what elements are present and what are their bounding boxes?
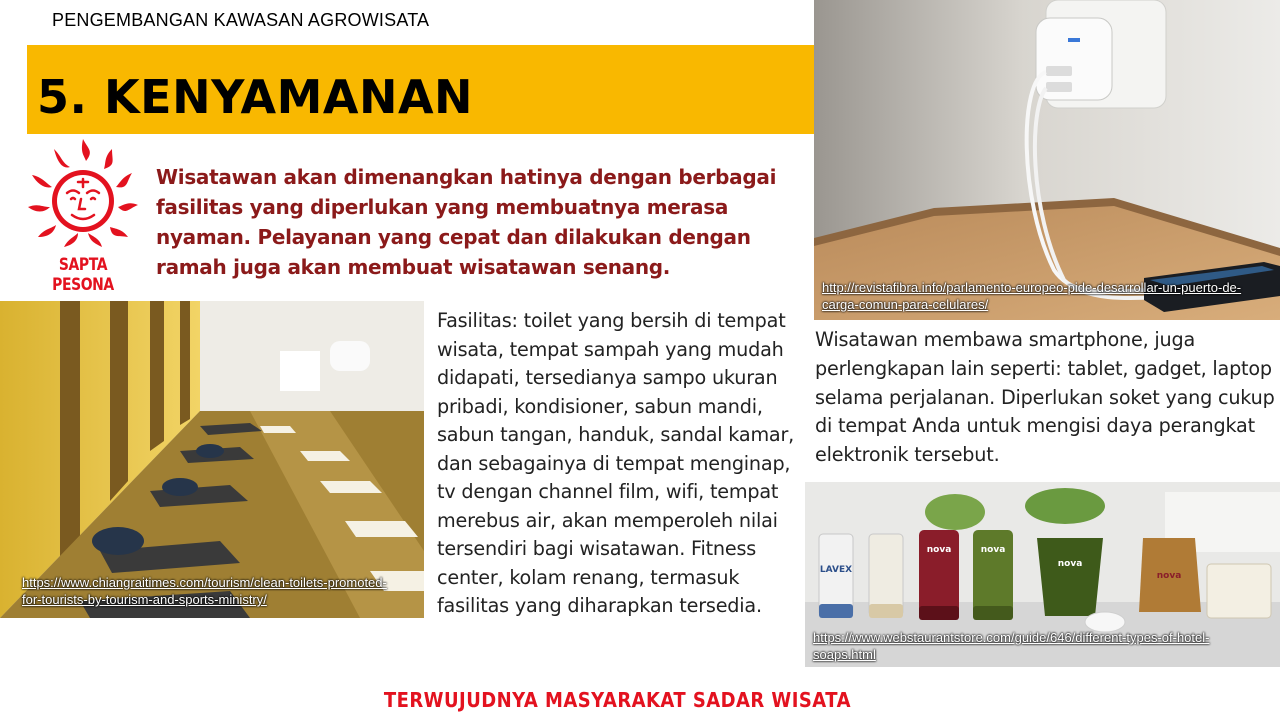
soap-label-1: LAVEX (819, 565, 853, 575)
intro-paragraph: Wisatawan akan dimenangkan hatinya dengan berbagai fasilitas yang diperlukan yang membuatnya merasa nyaman. Pelayanan yang cepat dan dilakukan dengan ramah juga akan membuat wisatawan senang. (156, 165, 777, 279)
soaps-credit-link[interactable]: https://www.webstaurantstore.com/guide/646/different-types-of-hotel-soaps.html (813, 630, 1210, 662)
sapta-pesona-logo (24, 137, 142, 295)
footer-slogan: TERWUJUDNYA MASYARAKAT SADAR WISATA (383, 688, 851, 712)
soap-label-2: nova (926, 545, 952, 555)
charger-photo (814, 0, 1280, 320)
toilet-illustration (0, 301, 424, 618)
smartphone-paragraph: Wisatawan membawa smartphone, juga perlengkapan lain seperti: tablet, gadget, laptop selama perjalanan. Diperlukan soket yang cukup di tempat Anda untuk mengisi daya perangkat elektronik tersebut. (815, 328, 1275, 467)
charger-illustration (814, 0, 1280, 320)
facilities-paragraph: Fasilitas: toilet yang bersih di tempat wisata, tempat sampah yang mudah didapati, tersedianya sampo ukuran pribadi, kondisioner, sabun mandi, sabun tangan, handuk, sandal kamar, dan sebagainya di tempat menginap, tv dengan channel film, wifi, tempat merebus air, akan memperoleh nilai tersendiri bagi wisatawan. Fitness center, kolam renang, termasuk fasilitas yang diharapkan tersedia. (437, 309, 795, 617)
soap-label-5: nova (1156, 571, 1182, 581)
soap-label-4: nova (1057, 559, 1083, 569)
slide-subtitle: PENGEMBANGAN KAWASAN AGROWISATA (52, 10, 430, 30)
sun-face-icon (24, 137, 142, 257)
hotel-soaps-photo (805, 482, 1280, 667)
charger-credit-link[interactable]: http://revistafibra.info/parlamento-europeo-pide-desarrollar-un-puerto-de-carga-comun-para-celulares/ (822, 280, 1242, 312)
slide-title: 5. KENYAMANAN (37, 70, 474, 124)
toilet-photo (0, 301, 424, 618)
logo-text: SAPTA PESONA (52, 255, 114, 295)
toilet-credit-link[interactable]: https://www.chiangraitimes.com/tourism/clean-toilets-promoted-for-tourists-by-tourism-and-sports-ministry/ (22, 575, 387, 607)
soap-label-3: nova (980, 545, 1006, 555)
